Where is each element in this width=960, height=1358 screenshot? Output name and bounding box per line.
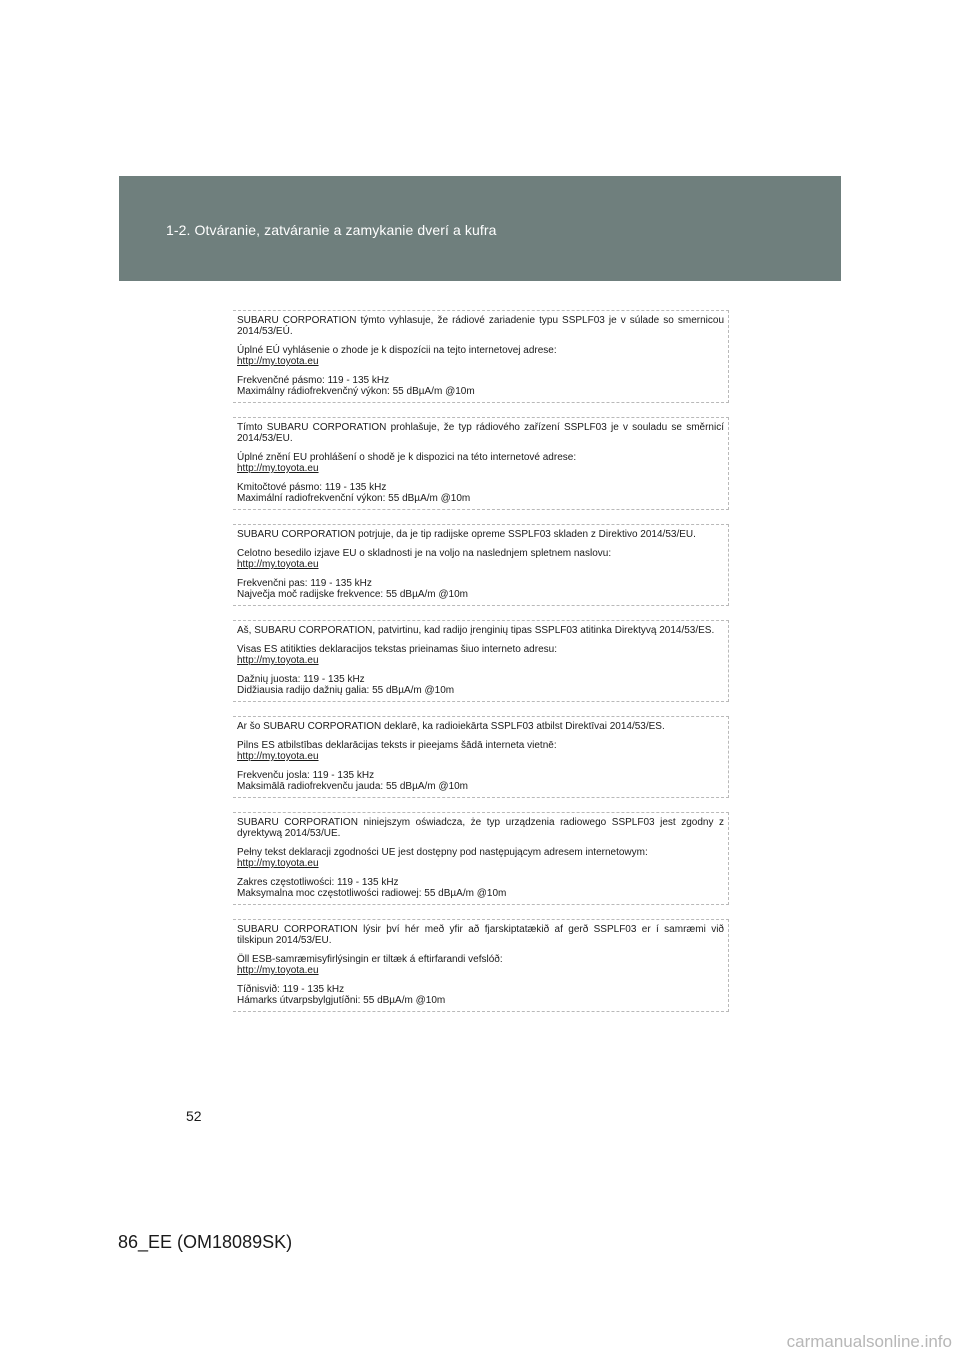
document-code: 86_EE (OM18089SK) — [118, 1232, 293, 1252]
frequency-band: Zakres częstotliwości: 119 - 135 kHz — [237, 877, 399, 888]
declaration-block-lv — [233, 716, 729, 798]
declaration-intro: Ar šo SUBARU CORPORATION deklarē, ka radioiekārta SSPLF03 atbilst Direktīvai 2014/53/ES. — [237, 721, 665, 732]
declaration-link[interactable]: http://my.toyota.eu — [237, 751, 319, 762]
max-power: Hámarks útvarpsbylgjutíðni: 55 dBµA/m @10m — [237, 995, 446, 1006]
max-power: Maksimālā radiofrekvenču jauda: 55 dBµA/m @10m — [237, 781, 469, 792]
frequency-band: Kmitočtové pásmo: 119 - 135 kHz — [237, 482, 387, 493]
declaration-link[interactable]: http://my.toyota.eu — [237, 655, 319, 666]
declaration-block-lt — [233, 620, 729, 702]
declaration-block-cs — [233, 417, 729, 510]
max-power: Maksymalna moc częstotliwości radiowej: 55 dBµA/m @10m — [237, 888, 507, 899]
declaration-block-sl — [233, 524, 729, 606]
declaration-intro: SUBARU CORPORATION lýsir því hér með yfir að fjarskiptatækið af gerð SSPLF03 er í samræmi við tilskipun 2014/53/EU. — [237, 924, 724, 946]
declaration-blocks — [233, 310, 729, 1026]
max-power: Maximální radiofrekvenční výkon: 55 dBµA/m @10m — [237, 493, 471, 504]
declaration-availability: Visas ES atitikties deklaracijos tekstas prieinamas šiuo interneto adresu: — [237, 644, 557, 655]
frequency-band: Frekvenčné pásmo: 119 - 135 kHz — [237, 375, 390, 386]
declaration-availability: Öll ESB-samræmisyfirlýsingin er tiltæk á eftirfarandi vefslóð: — [237, 954, 503, 965]
section-header-band — [119, 176, 841, 281]
page-number: 52 — [186, 1108, 202, 1124]
declaration-link[interactable]: http://my.toyota.eu — [237, 356, 319, 367]
declaration-link[interactable]: http://my.toyota.eu — [237, 965, 319, 976]
declaration-intro: Tímto SUBARU CORPORATION prohlašuje, že typ rádiového zařízení SSPLF03 je v souladu se směrnicí 2014/53/EU. — [237, 422, 724, 444]
frequency-band: Dažnių juosta: 119 - 135 kHz — [237, 674, 365, 685]
declaration-availability: Celotno besedilo izjave EU o skladnosti je na voljo na naslednjem spletnem naslovu: — [237, 548, 612, 559]
declaration-availability: Pilns ES atbilstības deklarācijas teksts ir pieejams šādā interneta vietnē: — [237, 740, 557, 751]
declaration-intro: SUBARU CORPORATION niniejszym oświadcza, że typ urządzenia radiowego SSPLF03 jest zgodny z dyrektywą 2014/53/UE. — [237, 817, 724, 839]
frequency-band: Tíðnisvið: 119 - 135 kHz — [237, 984, 345, 995]
section-title: 1-2. Otváranie, zatváranie a zamykanie dverí a kufra — [166, 222, 497, 238]
declaration-block-sk — [233, 310, 729, 403]
declaration-availability: Úplné znění EU prohlášení o shodě je k dispozici na této internetové adrese: — [237, 452, 577, 463]
watermark: carmanualsonline.info — [786, 1332, 952, 1351]
declaration-availability: Úplné EÚ vyhlásenie o zhode je k dispozícii na tejto internetovej adrese: — [237, 345, 557, 356]
frequency-band: Frekvenču josla: 119 - 135 kHz — [237, 770, 375, 781]
declaration-intro: SUBARU CORPORATION týmto vyhlasuje, že rádiové zariadenie typu SSPLF03 je v súlade so smernicou 2014/53/EÚ. — [237, 315, 724, 337]
max-power: Največja moč radijske frekvence: 55 dBµA/m @10m — [237, 589, 469, 600]
frequency-band: Frekvenčni pas: 119 - 135 kHz — [237, 578, 372, 589]
declaration-link[interactable]: http://my.toyota.eu — [237, 463, 319, 474]
declaration-block-pl — [233, 812, 729, 905]
declaration-intro: Aš, SUBARU CORPORATION, patvirtinu, kad radijo įrenginių tipas SSPLF03 atitinka Direktyvą 2014/53/ES. — [237, 625, 715, 636]
max-power: Didžiausia radijo dažnių galia: 55 dBµA/m @10m — [237, 685, 455, 696]
declaration-link[interactable]: http://my.toyota.eu — [237, 559, 319, 570]
declaration-block-is — [233, 919, 729, 1012]
max-power: Maximálny rádiofrekvenčný výkon: 55 dBµA/m @10m — [237, 386, 475, 397]
declaration-intro: SUBARU CORPORATION potrjuje, da je tip radijske opreme SSPLF03 skladen z Direktivo 2014/53/EU. — [237, 529, 696, 540]
declaration-link[interactable]: http://my.toyota.eu — [237, 858, 319, 869]
declaration-availability: Pełny tekst deklaracji zgodności UE jest dostępny pod następującym adresem internetowym: — [237, 847, 648, 858]
